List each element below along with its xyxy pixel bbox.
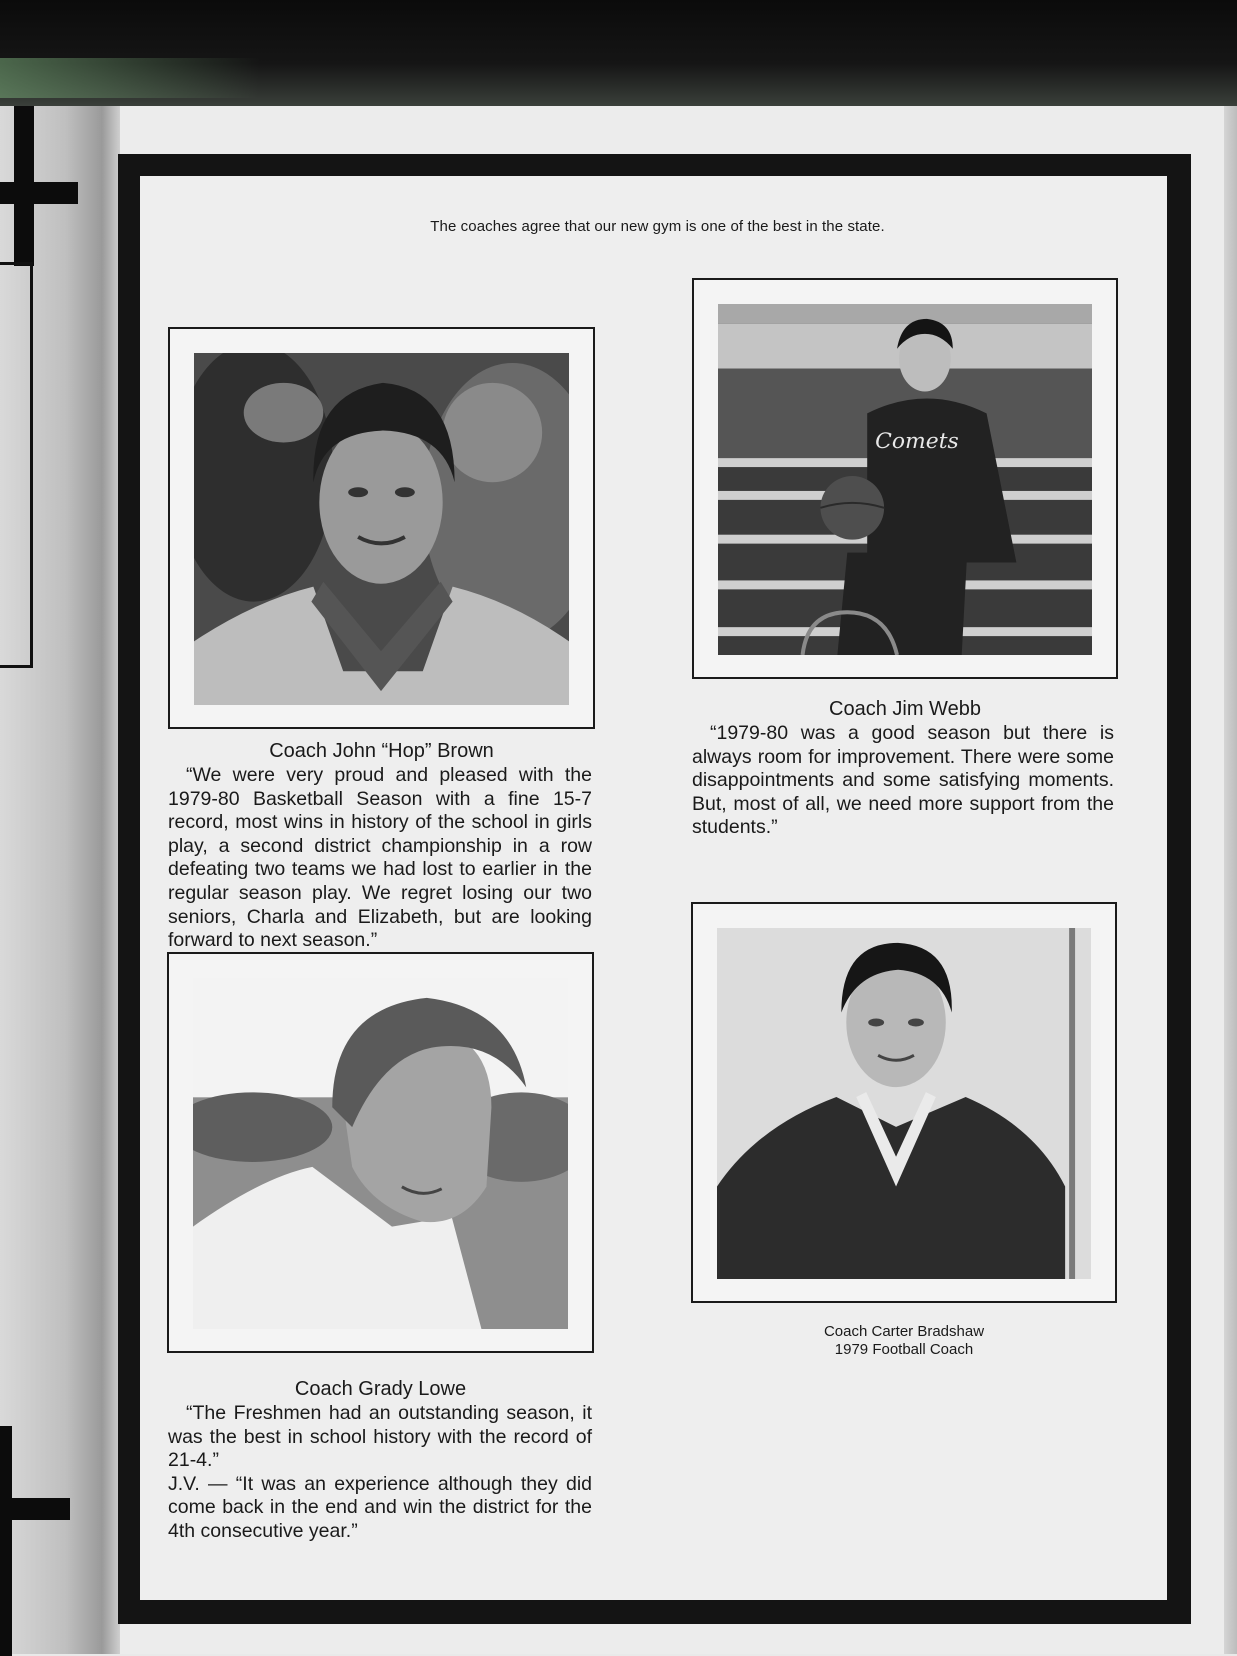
adjacent-page-edge (0, 106, 120, 1654)
coach-bradshaw-name: Coach Carter Bradshaw (823, 1323, 985, 1340)
coach-lowe-quote-text-2: J.V. — “It was an experience although they did come back in the end and win the district for the 4th consecutive year.” (168, 1472, 592, 1542)
photo-coach-bradshaw (717, 928, 1091, 1279)
adjacent-page-bar (14, 106, 34, 266)
coach-lowe-quote-text-1: “The Freshmen had an outstanding season, it was the best in school history with the record of 21-4.” (168, 1402, 592, 1472)
photo-frame-bradshaw (691, 902, 1117, 1303)
photo-coach-webb (718, 304, 1092, 655)
adjacent-page-box (0, 262, 33, 668)
coach-webb-quote (692, 722, 1114, 840)
coach-lowe-name: Coach Grady Lowe (294, 1378, 467, 1400)
header-caption: The coaches agree that our new gym is one of the best in the state. (430, 218, 885, 235)
coach-lowe-quote (168, 1402, 592, 1544)
coach-webb-quote-text: “1979-80 was a good season but there is always room for improvement. There were some disappointments and some satisfying moments. But, most of all, we need more support from the students.” (692, 722, 1114, 839)
photo-coach-lowe (193, 978, 568, 1329)
photo-frame-brown (168, 327, 595, 729)
coach-bradshaw-caption (691, 1323, 1117, 1359)
photo-frame-webb (692, 278, 1118, 679)
adjacent-page-bar (0, 182, 78, 204)
coach-bradshaw-title: 1979 Football Coach (834, 1341, 974, 1358)
coach-brown-quote (168, 764, 592, 953)
coach-webb-name: Coach Jim Webb (829, 698, 981, 720)
photo-coach-brown (194, 353, 569, 705)
adjacent-page-bar (0, 1426, 12, 1656)
photo-frame-lowe (167, 952, 594, 1353)
page-right-edge (1224, 106, 1237, 1654)
coach-brown-quote-text: “We were very proud and pleased with the 1979-80 Basketball Season with a fine 15-7 record, most wins in history of the school in girls play, a second district championship in a row defeating two teams we had lost to earlier in the regular season play. We regret losing our two seniors, Charla and Elizabeth, but are looking forward to next season.” (168, 764, 592, 952)
coach-brown-name: Coach John “Hop” Brown (269, 740, 494, 762)
jacket-lettering: Comets (875, 429, 959, 455)
scan-top-band (0, 0, 1237, 106)
